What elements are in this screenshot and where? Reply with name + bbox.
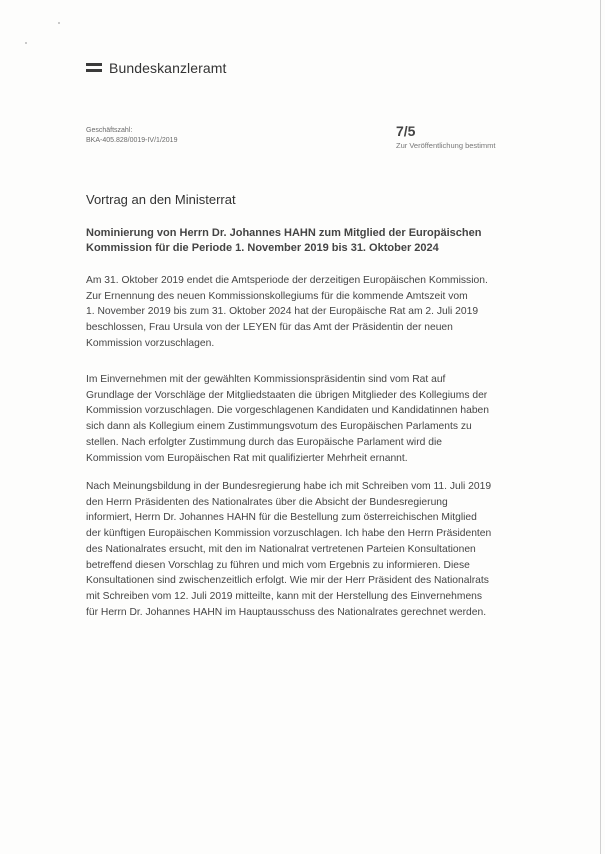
publication-note: Zur Veröffentlichung bestimmt	[396, 141, 496, 150]
text-line: informiert, Herrn Dr. Johannes HAHN für die Bestellung zum österreichischen Mitglied	[86, 512, 477, 524]
logo-text: Bundeskanzleramt	[109, 60, 227, 76]
subject-line: Kommission für die Periode 1. November 2019 bis 31. Oktober 2024	[86, 242, 439, 254]
subject-heading	[86, 226, 526, 256]
subject-line: Nominierung von Herrn Dr. Johannes HAHN zum Mitglied der Europäischen	[86, 227, 482, 239]
paragraph-3	[86, 479, 526, 620]
text-line: den Herrn Präsidenten des Nationalrates über die Absicht der Bundesregierung	[86, 496, 448, 508]
text-line: 1. November 2019 bis zum 31. Oktober 2024 hat der Europäische Rat am 2. Juli 2019	[86, 306, 479, 318]
text-line: der künftigen Europäischen Kommission vorzuschlagen. Ich habe den Herrn Präsidenten	[86, 528, 492, 540]
flag-icon	[86, 62, 102, 74]
text-line: Am 31. Oktober 2019 endet die Amtsperiode der derzeitigen Europäischen Kommission.	[86, 275, 488, 286]
reference-number: BKA-405.828/0019-IV/1/2019	[86, 137, 178, 144]
text-line: Grundlage der Vorschläge der Mitgliedstaaten die übrigen Mitglieder des Kollegiums der	[86, 389, 488, 401]
logo	[86, 60, 227, 76]
text-line: Kommission vom Europäischen Rat mit qualifizierter Mehrheit ernannt.	[86, 452, 408, 464]
text-line: sich dann als Kollegium einem Zustimmungsvotum des Europäischen Parlaments zu	[86, 421, 472, 433]
scan-speck	[58, 22, 60, 24]
text-line: betreffend diesen Vorschlag zu führen und mich vom Ergebnis zu informieren. Diese	[86, 559, 470, 571]
reference-label: Geschäftszahl:	[86, 127, 133, 134]
text-line: Kommission vorzuschlagen.	[86, 337, 215, 349]
paragraph-2	[86, 372, 526, 466]
scan-speck	[25, 42, 27, 44]
page-title: Vortrag an den Ministerrat	[86, 192, 236, 207]
text-line: beschlossen, Frau Ursula von der LEYEN für das Amt der Präsidentin der neuen	[86, 322, 453, 334]
text-line: Konsultationen sind zwischenzeitlich erfolgt. Wie mir der Herr Präsident des Nationalrats	[86, 575, 489, 587]
text-line: Nach Meinungsbildung in der Bundesregierung habe ich mit Schreiben vom 11. Juli 2019	[86, 481, 492, 492]
text-line: für Herrn Dr. Johannes HAHN im Hauptausschuss des Nationalrates gerechnet werden.	[86, 606, 487, 618]
text-line: des Nationalrates ersucht, mit den im Nationalrat vertretenen Parteien Konsultationen	[86, 543, 476, 555]
scan-edge-line	[600, 0, 601, 854]
text-line: Im Einvernehmen mit der gewählten Kommissionspräsidentin sind vom Rat auf	[86, 374, 446, 385]
page-number: 7/5	[396, 123, 416, 139]
text-line: Zur Ernennung des neuen Kommissionskollegiums für die kommende Amtszeit vom	[86, 290, 468, 302]
text-line: Kommission vorzuschlagen. Die vorgeschlagenen Kandidaten und Kandidatinnen haben	[86, 405, 489, 417]
text-line: mit Schreiben vom 12. Juli 2019 mitteilte, kann mit der Herstellung des Einvernehmens	[86, 590, 483, 602]
text-line: stellen. Nach erfolgter Zustimmung durch das Europäische Parlament wird die	[86, 436, 442, 448]
reference-block	[86, 126, 177, 146]
paragraph-1	[86, 273, 526, 352]
